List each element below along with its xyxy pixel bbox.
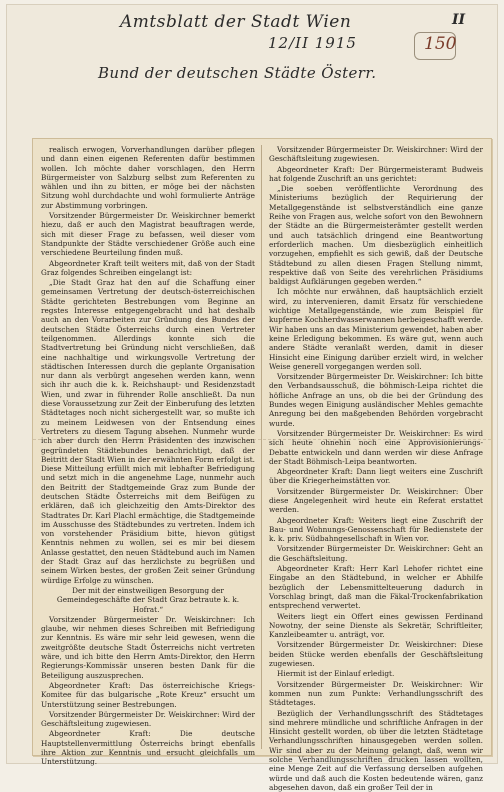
- paragraph: Abgeordneter Kraft: Herr Karl Lehofer richtet eine Eingabe an den Städtebund, in welcher er Abhilfe bezüglich der Lebensmittelteuerung dadurch in Vorschlag bringt, daß man die Fäkal-Trockenfabrikation entsprechend verwertet.: [269, 564, 483, 611]
- paragraph: Vorsitzender Bürgermeister Dr. Weiskirchner: Über diese Angelegenheit wird heute ein Referat erstattet werden.: [269, 486, 483, 515]
- signature-paragraph: Der mit der einstweiligen Besorgung der Gemeindegeschäfte der Stadt Graz betraute k. k. Hofrat.“: [56, 585, 240, 614]
- archive-number: 150: [424, 34, 457, 54]
- handwritten-date: 12/II 1915: [268, 34, 357, 52]
- paragraph: Ich möchte nur erwähnen, daß hauptsächlich erzielt wird, zu intervenieren, damit Ersatz für verschiedene wichtige Metallgegenstände, wie zum Beispiel für kupferne Kochherdwasserwannen herbeigeschafft werde. Wir haben uns an das Ministerium gewendet, haben aber keine Erledigung bekommen. Es wäre gut, wenn auch andere Städte veranlaßt werden, damit in dieser Hinsicht eine Einigung darüber erzielt wird, in welcher Weise generell vorgegangen werden soll.: [269, 287, 483, 371]
- paragraph: Vorsitzender Bürgermeister Dr. Weiskirchner: Wird der Geschäftsleitung zugewiesen.: [269, 145, 483, 164]
- paragraph: Abgeordneter Kraft: Weiters liegt eine Zuschrift der Bau- und Wohnungs-Genossenschaft für Bedienstete der k. k. priv. Südbahngesellschaft in Wien vor.: [269, 515, 483, 544]
- handwritten-roman-numeral: II: [452, 12, 466, 28]
- left-column: [41, 145, 255, 767]
- paragraph: Abgeordneter Kraft: Dann liegt weiters eine Zuschrift über die Kriegerheimstätten vor.: [269, 467, 483, 486]
- paragraph: Abgeordneter Kraft: Der Bürgermeisteramt Budweis hat folgende Zuschrift an uns gerichtet:: [269, 164, 483, 183]
- paragraph: Vorsitzender Bürgermeister Dr. Weiskirchner bemerkt hiezu, daß er auch den Magistrat beauftragen werde, sich mit dieser Frage zu befassen, weil dieser vom Standpunkte der Städte verschiedener Größe auch eine verschiedene Beurteilung finden muß.: [41, 211, 255, 258]
- paragraph: Abgeordneter Kraft: Das österreichische Kriegs-Komitee für das bulgarische „Rote Kreuz“ ersucht um Unterstützung seiner Bestrebungen.: [41, 680, 255, 709]
- paragraph: Abgeordneter Kraft: Die deutsche Hauptstellenvermittlung Österreichs bringt ebenfalls ihre Aktion zur Kenntnis und ersucht gleichfalls um Unterstützung.: [41, 729, 255, 767]
- paragraph: Abgeordneter Kraft teilt weiters mit, daß von der Stadt Graz folgendes Schreiben eingelangt ist:: [41, 258, 255, 277]
- paragraph: Vorsitzender Bürgermeister Dr. Weiskirchner: Wir kommen nun zum Punkte: Verhandlungsschrift des Städtetages.: [269, 679, 483, 708]
- right-column: [269, 145, 483, 792]
- paragraph: Vorsitzender Bürgermeister Dr. Weiskirchner: Wird der Geschäftsleitung zugewiesen.: [41, 709, 255, 729]
- paragraph: Vorsitzender Bürgermeister Dr. Weiskirchner: Geht an die Geschäftsleitung.: [269, 544, 483, 563]
- newspaper-clipping: [32, 138, 492, 792]
- handwritten-title: Amtsblatt der Stadt Wien: [120, 12, 352, 32]
- paragraph: Bezüglich der Verhandlungsschrift des Städtetages sind mehrere mündliche und schriftliche Anfragen in der Hinsicht gestellt worden, ob über die letzten Städtetage Verhandlungsschriften hinausgegeben werden sollen. Wir sind aber zu der Meinung gelangt, daß, wenn wir solche Verhandlungsschriften drucken lassen wollten, eine Menge Zeit auf die Verfassung derselben aufgehen würde und daß auch die Kosten bedeutende wären, ganz abgesehen davon, daß ein großer Teil der in: [269, 708, 483, 792]
- paragraph: Hiermit ist der Einlauf erledigt.: [277, 669, 395, 679]
- paragraph: „Die soeben veröffentlichte Verordnung des Ministeriums bezüglich der Requirierung der Metallgegenstände ist selbstverständlich eine ganze Reihe von Fragen aus, welche sofort von den Bewohnern der Städte an die Bürgermeisterämter gestellt werden und auch tatsächlich dringend eine Beantwortung erforderlich machen. Um diesbezüglich einheitlich vorzugehen, empfiehlt es sich gewiß, daß der Deutsche Städtebund zu allen diesen Fragen Stellung nimmt, respektive daß von Seite des verehrlichen Präsidiums baldigst Aufklärungen gegeben werden.“: [269, 184, 483, 287]
- column-divider: [261, 145, 262, 749]
- paper-fold-line: [33, 439, 491, 440]
- paragraph: Vorsitzender Bürgermeister Dr. Weiskirchner: Ich bitte den Verbandsausschuß, die böhmisch-Leipa richtet die höfliche Anfrage an uns, ob die bei der Gründung des Bundes wegen Einigung ausländischer Mehles gemachte Anregung bei den maßgebenden Behörden vorgebracht wurde.: [269, 372, 483, 428]
- paragraph: realisch erwogen, Vorverhandlungen darüber pflegen und dann einen eigenen Referenten dafür bestimmen wollen. Ich möchte daher vorschlagen, den Herrn Bürgermeister von Salzburg selbst zum Referenten zu wählen und ihn zu bitten, er möge bei der nächsten Sitzung wohl durchdachte und wohl formulierte Anträge zur Abstimmung vorbringen.: [41, 145, 255, 210]
- paragraph: Vorsitzender Bürgermeister Dr. Weiskirchner: Es wird sich heute ohnehin noch eine Approvisionierungs-Debatte entwickeln und dann werden wir diese Anfrage der Stadt Böhmisch-Leipa beantworten.: [269, 428, 483, 466]
- paragraph: Vorsitzender Bürgermeister Dr. Weiskirchner: Diese beiden Stücke werden ebenfalls der Geschäftsleitung zugewiesen.: [269, 640, 483, 669]
- handwritten-subtitle: Bund der deutschen Städte Österr.: [98, 64, 377, 82]
- paragraph: „Die Stadt Graz hat den auf die Schaffung einer gemeinsamen Vertretung der deutsch-österreichischen Städte gerichteten Bestrebungen vom Beginne an regstes Interesse entgegengebracht und hat deshalb auch an den Vorarbeiten zur Gründung des Bundes der deutschen Städte Österreichs durch einen Vertreter teilgenommen. Allerdings konnte sich die Stadtvertretung bei Gründung nicht verschließen, daß eine nachhaltige und wirkungsvolle Vertretung der städtischen Interessen durch die geplante Organisation nur dann als verbürgt angesehen werden kann, wenn sich ihr auch die k. k. Reichshaupt- und Residenzstadt Wien, und zwar in führender Rolle anschließt. Da nun diese Voraussetzung zur Zeit der Einberufung des letzten Städtetages noch nicht sichergestellt war, so mußte ich zu meinem Leidwesen von der Entsendung eines Vertreters zu diesem Tagung absehen. Nunmehr wurde ich aber durch den Herrn Präsidenten des inzwischen gegründeten Städtebundes benachrichtigt, daß der Beitritt der Stadt Wien in der erwähnten Form erfolgt ist. Diese Mitteilung erfüllt mich mit lebhafter Befriedigung und setzt mich in die angenehme Lage, nunmehr auch den Beitritt der Stadtgemeinde Graz zum Bunde der deutschen Städte Österreichs mit dem Beifügen zu erklären, daß ich gleichzeitig den Amts-Direktor des Stadtrates Dr. Karl Plachl ermächtige, die Stadtgemeinde im Ausschusse des Städtebundes zu vertreten. Indem ich von vorstehender Präsidium bitte, hievon gütigst Kenntnis nehmen zu wollen, sei es mir bei diesem Anlasse gestattet, den neuen Städtebund auch im Namen der Stadt Graz auf das herzlichste zu begrüßen und seinem Wirken bestes, der großen Zeit seiner Gründung würdige Erfolge zu wünschen.: [41, 278, 255, 585]
- paragraph: Weiters liegt ein Offert eines gewissen Ferdinand Nowotny, der seine Dienste als Sekretär, Schriftleiter, Kanzleibeamter u. anträgt, vor.: [269, 611, 483, 640]
- paragraph: Vorsitzender Bürgermeister Dr. Weiskirchner: Ich glaube, wir nehmen dieses Schreiben mit Befriedigung zur Kenntnis. Es wäre mir sehr leid gewesen, wenn die zweitgrößte deutsche Stadt Österreichs nicht vertreten wäre, und ich bitte den Herrn Amts-Direktor, den Herrn Regierungs-Kommissär unseren besten Dank für die Beteiligung auszusprechen.: [41, 614, 255, 680]
